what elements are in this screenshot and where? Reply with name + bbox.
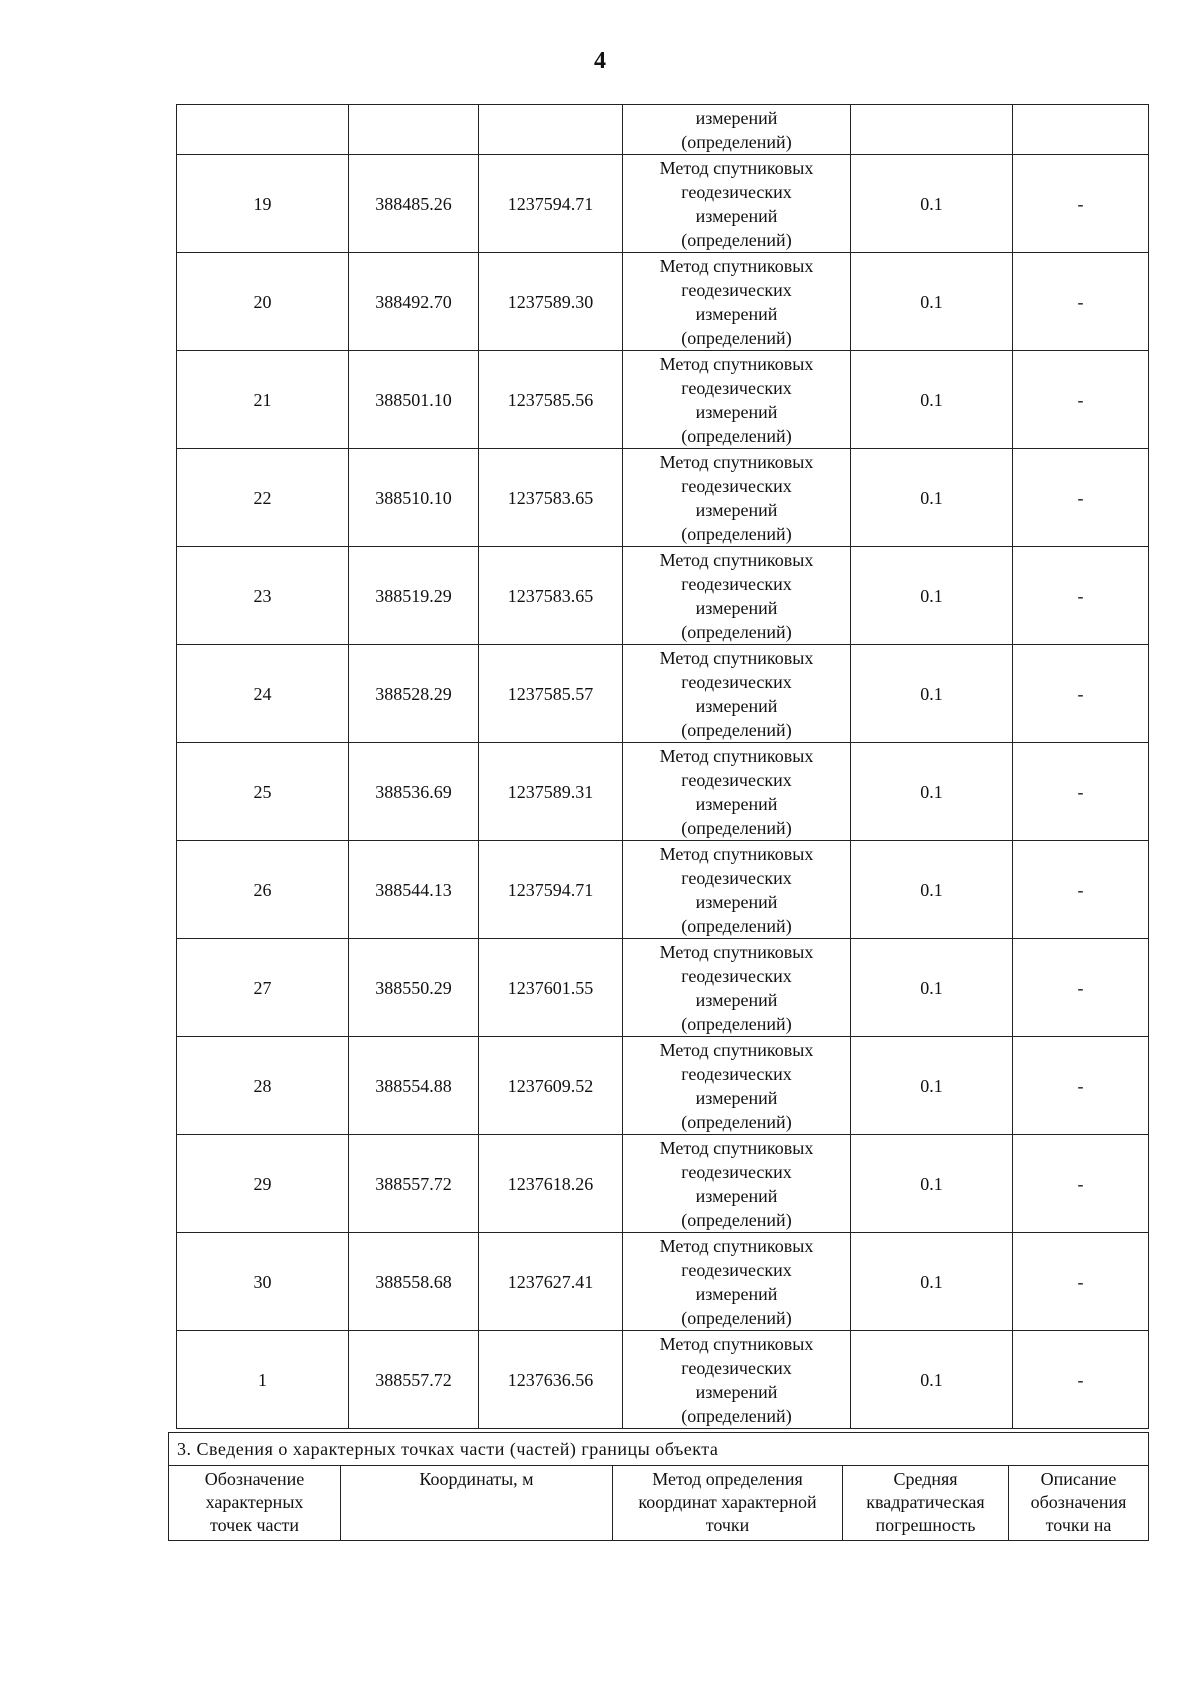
method-line: геодезических (681, 1063, 792, 1084)
method-line: измерений (695, 1087, 778, 1108)
method-line: (определений) (681, 1013, 792, 1034)
method-line: геодезических (681, 1357, 792, 1378)
method-cell (623, 351, 851, 449)
error-cell: 0.1 (851, 743, 1013, 841)
header-error: Средняя квадратическая погрешность (843, 1466, 1009, 1541)
table-row (177, 253, 1149, 351)
point-cell: 21 (177, 351, 349, 449)
point-cell: 1 (177, 1331, 349, 1429)
method-line: измерений (695, 597, 778, 618)
point-cell: 29 (177, 1135, 349, 1233)
y-coordinate-cell: 1237618.26 (479, 1135, 623, 1233)
description-cell: - (1013, 1135, 1149, 1233)
description-cell: - (1013, 939, 1149, 1037)
point-cell: 22 (177, 449, 349, 547)
table-row (177, 547, 1149, 645)
table-row (177, 1331, 1149, 1429)
y-coordinate-cell: 1237585.56 (479, 351, 623, 449)
point-cell: 28 (177, 1037, 349, 1135)
point-cell: 26 (177, 841, 349, 939)
description-cell: - (1013, 1037, 1149, 1135)
x-coordinate-cell: 388550.29 (349, 939, 479, 1037)
method-line: (определений) (681, 327, 792, 348)
y-coordinate-cell: 1237636.56 (479, 1331, 623, 1429)
description-cell: - (1013, 841, 1149, 939)
description-cell: - (1013, 449, 1149, 547)
header-coordinates: Координаты, м (341, 1466, 613, 1541)
method-line: геодезических (681, 279, 792, 300)
method-line: Метод спутниковых (659, 157, 814, 178)
method-line: измерений (695, 793, 778, 814)
table-row (177, 645, 1149, 743)
table-row (177, 1233, 1149, 1331)
method-line: (определений) (681, 229, 792, 250)
method-line: (определений) (681, 1209, 792, 1230)
error-cell: 0.1 (851, 1037, 1013, 1135)
point-cell: 27 (177, 939, 349, 1037)
section-3-table (168, 1432, 1149, 1541)
method-cell (623, 939, 851, 1037)
method-cell (623, 1135, 851, 1233)
method-line: измерений (695, 401, 778, 422)
description-cell: - (1013, 645, 1149, 743)
method-line: геодезических (681, 867, 792, 888)
method-line: Метод спутниковых (659, 255, 814, 276)
description-cell: - (1013, 1233, 1149, 1331)
section-3-header-row (169, 1466, 1149, 1541)
method-line: геодезических (681, 965, 792, 986)
method-line: измерений (695, 205, 778, 226)
description-cell: - (1013, 1331, 1149, 1429)
table-row (177, 743, 1149, 841)
description-cell (1013, 105, 1149, 155)
method-line: измерений (695, 1185, 778, 1206)
method-line: геодезических (681, 573, 792, 594)
point-cell: 19 (177, 155, 349, 253)
method-line: Метод спутниковых (659, 451, 814, 472)
method-line: геодезических (681, 1161, 792, 1182)
method-cell (623, 645, 851, 743)
method-cell (623, 449, 851, 547)
x-coordinate-cell: 388492.70 (349, 253, 479, 351)
error-cell: 0.1 (851, 155, 1013, 253)
table-row (177, 1037, 1149, 1135)
x-coordinate-cell: 388557.72 (349, 1135, 479, 1233)
method-line: Метод спутниковых (659, 1039, 814, 1060)
method-line: измерений (695, 891, 778, 912)
error-cell: 0.1 (851, 449, 1013, 547)
error-cell: 0.1 (851, 547, 1013, 645)
characteristic-points-table (176, 104, 1149, 1429)
method-line: (определений) (681, 915, 792, 936)
method-line: (определений) (681, 425, 792, 446)
table-row (177, 351, 1149, 449)
method-line: геодезических (681, 181, 792, 202)
method-cell (623, 1037, 851, 1135)
method-line: Метод спутниковых (659, 1137, 814, 1158)
description-cell: - (1013, 253, 1149, 351)
x-coordinate-cell: 388519.29 (349, 547, 479, 645)
point-cell: 30 (177, 1233, 349, 1331)
page-number: 4 (594, 48, 606, 74)
table-row (177, 841, 1149, 939)
method-cell (623, 547, 851, 645)
x-coordinate-cell: 388501.10 (349, 351, 479, 449)
x-coordinate-cell: 388557.72 (349, 1331, 479, 1429)
error-cell: 0.1 (851, 1331, 1013, 1429)
point-cell: 24 (177, 645, 349, 743)
method-line: Метод спутниковых (659, 549, 814, 570)
header-point-designation: Обозначение характерных точек части (169, 1466, 341, 1541)
y-coordinate-cell: 1237583.65 (479, 449, 623, 547)
point-cell (177, 105, 349, 155)
method-cell (623, 253, 851, 351)
error-cell: 0.1 (851, 645, 1013, 743)
table-row (177, 449, 1149, 547)
method-line: Метод спутниковых (659, 1333, 814, 1354)
point-cell: 23 (177, 547, 349, 645)
table-row-continuation (177, 105, 1149, 155)
x-coordinate-cell: 388544.13 (349, 841, 479, 939)
method-line: (определений) (681, 1111, 792, 1132)
method-cell (623, 1331, 851, 1429)
y-coordinate-cell (479, 105, 623, 155)
x-coordinate-cell: 388485.26 (349, 155, 479, 253)
method-line: измерений (695, 107, 778, 128)
description-cell: - (1013, 547, 1149, 645)
error-cell: 0.1 (851, 939, 1013, 1037)
method-line: геодезических (681, 1259, 792, 1280)
method-line: измерений (695, 695, 778, 716)
method-line: Метод спутниковых (659, 353, 814, 374)
error-cell: 0.1 (851, 351, 1013, 449)
y-coordinate-cell: 1237594.71 (479, 841, 623, 939)
method-line: измерений (695, 989, 778, 1010)
x-coordinate-cell: 388554.88 (349, 1037, 479, 1135)
y-coordinate-cell: 1237585.57 (479, 645, 623, 743)
y-coordinate-cell: 1237609.52 (479, 1037, 623, 1135)
x-coordinate-cell: 388528.29 (349, 645, 479, 743)
method-line: измерений (695, 303, 778, 324)
table-row (177, 1135, 1149, 1233)
method-line: (определений) (681, 523, 792, 544)
method-line: Метод спутниковых (659, 843, 814, 864)
y-coordinate-cell: 1237601.55 (479, 939, 623, 1037)
method-cell (623, 743, 851, 841)
error-cell (851, 105, 1013, 155)
method-line: геодезических (681, 475, 792, 496)
method-line: измерений (695, 1381, 778, 1402)
method-cell (623, 1233, 851, 1331)
description-cell: - (1013, 155, 1149, 253)
method-line: (определений) (681, 817, 792, 838)
x-coordinate-cell: 388536.69 (349, 743, 479, 841)
header-method: Метод определения координат характерной точки (613, 1466, 843, 1541)
method-line: (определений) (681, 621, 792, 642)
table-row (177, 155, 1149, 253)
method-line: геодезических (681, 377, 792, 398)
point-cell: 25 (177, 743, 349, 841)
method-line: измерений (695, 499, 778, 520)
method-cell (623, 155, 851, 253)
point-cell: 20 (177, 253, 349, 351)
method-line: Метод спутниковых (659, 941, 814, 962)
method-line: (определений) (681, 719, 792, 740)
section-3-title: 3. Сведения о характерных точках части (частей) границы объекта (169, 1433, 1149, 1466)
method-line: Метод спутниковых (659, 745, 814, 766)
y-coordinate-cell: 1237589.31 (479, 743, 623, 841)
y-coordinate-cell: 1237583.65 (479, 547, 623, 645)
error-cell: 0.1 (851, 841, 1013, 939)
method-line: (определений) (681, 131, 792, 152)
method-line: (определений) (681, 1307, 792, 1328)
y-coordinate-cell: 1237627.41 (479, 1233, 623, 1331)
description-cell: - (1013, 743, 1149, 841)
method-line: измерений (695, 1283, 778, 1304)
y-coordinate-cell: 1237589.30 (479, 253, 623, 351)
method-line: (определений) (681, 1405, 792, 1426)
method-line: геодезических (681, 671, 792, 692)
error-cell: 0.1 (851, 253, 1013, 351)
x-coordinate-cell: 388510.10 (349, 449, 479, 547)
table-row (177, 939, 1149, 1037)
y-coordinate-cell: 1237594.71 (479, 155, 623, 253)
error-cell: 0.1 (851, 1233, 1013, 1331)
method-line: Метод спутниковых (659, 647, 814, 668)
x-coordinate-cell: 388558.68 (349, 1233, 479, 1331)
method-cell (623, 105, 851, 155)
method-cell (623, 841, 851, 939)
description-cell: - (1013, 351, 1149, 449)
x-coordinate-cell (349, 105, 479, 155)
method-line: геодезических (681, 769, 792, 790)
header-description: Описание обозначения точки на (1009, 1466, 1149, 1541)
method-line: Метод спутниковых (659, 1235, 814, 1256)
error-cell: 0.1 (851, 1135, 1013, 1233)
